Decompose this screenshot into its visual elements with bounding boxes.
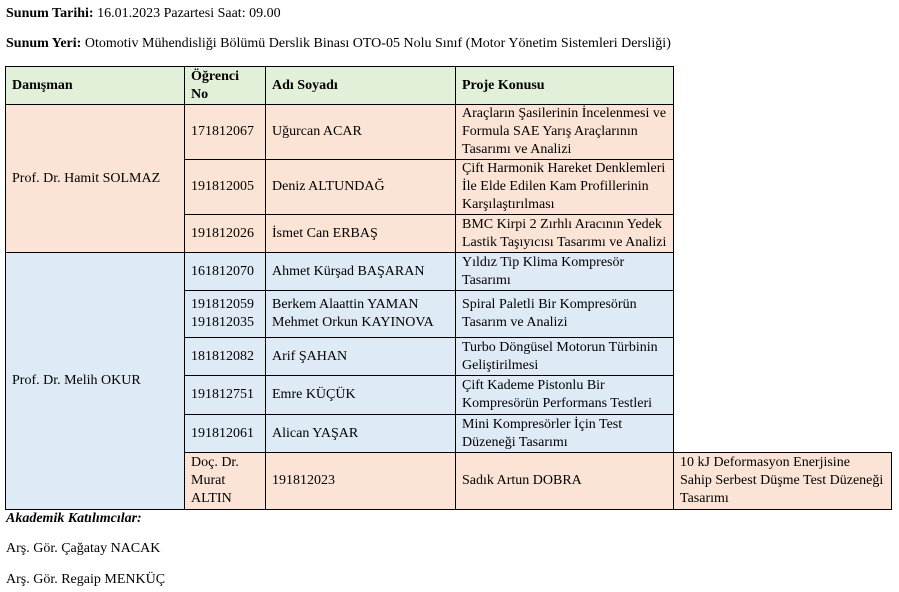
student-name-cell: Sadık Artun DOBRA [456, 453, 674, 510]
column-header-name: Adı Soyadı [266, 67, 456, 105]
student-name-cell: Deniz ALTUNDAĞ [266, 160, 456, 215]
student-no-cell: 171812067 [185, 105, 266, 160]
student-name-line: Mehmet Orkun KAYINOVA [272, 315, 434, 330]
presentation-date-label: Sunum Tarihi: [6, 6, 94, 21]
student-no-line: 191812059 [191, 297, 254, 312]
project-cell: Mini Kompresörler İçin Test Düzeneği Tasarımı [456, 415, 674, 453]
student-name-cell: Emre KÜÇÜK [266, 376, 456, 415]
column-header-advisor: Danışman [6, 67, 185, 105]
advisor-cell: Prof. Dr. Melih OKUR [6, 253, 185, 510]
academic-participant: Arş. Gör. Regaip MENKÜÇ [6, 572, 166, 587]
student-no-cell: 191812023 [266, 453, 456, 510]
project-cell: Turbo Döngüsel Motorun Türbinin Geliştirilmesi [456, 338, 674, 376]
student-no-cell: 191812026 [185, 215, 266, 253]
advisor-cell: Doç. Dr. Murat ALTIN [185, 453, 266, 510]
project-cell: Araçların Şasilerinin İncelenmesi ve Formula SAE Yarış Araçlarının Tasarımı ve Analizi [456, 105, 674, 160]
project-cell: BMC Kirpi 2 Zırhlı Aracının Yedek Lastik Taşıyıcısı Tasarımı ve Analizi [456, 215, 674, 253]
project-cell: Çift Harmonik Hareket Denklemleri İle Elde Edilen Kam Profillerinin Karşılaştırılması [456, 160, 674, 215]
presentation-date-line [6, 5, 281, 23]
academic-participants-heading: Akademik Katılımcılar: [6, 511, 142, 526]
column-header-project: Proje Konusu [456, 67, 674, 105]
academic-participant: Arş. Gör. Çağatay NACAK [6, 541, 161, 556]
presentation-place-value: Otomotiv Mühendisliği Bölümü Derslik Binası OTO-05 Nolu Sınıf (Motor Yönetim Sistemleri Dersliği) [84, 36, 671, 51]
table-header-row [6, 67, 892, 105]
student-name-cell: İsmet Can ERBAŞ [266, 215, 456, 253]
student-no-cell [185, 291, 266, 338]
table-row [6, 105, 892, 160]
presentation-place-line [6, 35, 671, 53]
table-row [6, 253, 892, 291]
column-header-student-no: Öğrenci No [185, 67, 266, 105]
project-cell: Çift Kademe Pistonlu Bir Kompresörün Performans Testleri [456, 376, 674, 415]
presentation-place-label: Sunum Yeri: [6, 36, 82, 51]
advisor-cell: Prof. Dr. Hamit SOLMAZ [6, 105, 185, 253]
project-cell: 10 kJ Deformasyon Enerjisine Sahip Serbest Düşme Test Düzeneği Tasarımı [674, 453, 892, 510]
student-name-cell: Arif ŞAHAN [266, 338, 456, 376]
student-no-cell: 191812751 [185, 376, 266, 415]
student-name-cell: Ahmet Kürşad BAŞARAN [266, 253, 456, 291]
presentation-date-value: 16.01.2023 Pazartesi Saat: 09.00 [97, 6, 281, 21]
project-cell: Yıldız Tip Klima Kompresör Tasarımı [456, 253, 674, 291]
student-no-cell: 191812061 [185, 415, 266, 453]
student-name-cell: Uğurcan ACAR [266, 105, 456, 160]
student-no-cell: 191812005 [185, 160, 266, 215]
student-no-cell: 161812070 [185, 253, 266, 291]
presentation-schedule-table [5, 66, 892, 510]
student-no-line: 191812035 [191, 315, 254, 330]
student-no-cell: 181812082 [185, 338, 266, 376]
student-name-line: Berkem Alaattin YAMAN [272, 297, 419, 312]
student-name-cell [266, 291, 456, 338]
project-cell: Spiral Paletli Bir Kompresörün Tasarım ve Analizi [456, 291, 674, 338]
student-name-cell: Alican YAŞAR [266, 415, 456, 453]
